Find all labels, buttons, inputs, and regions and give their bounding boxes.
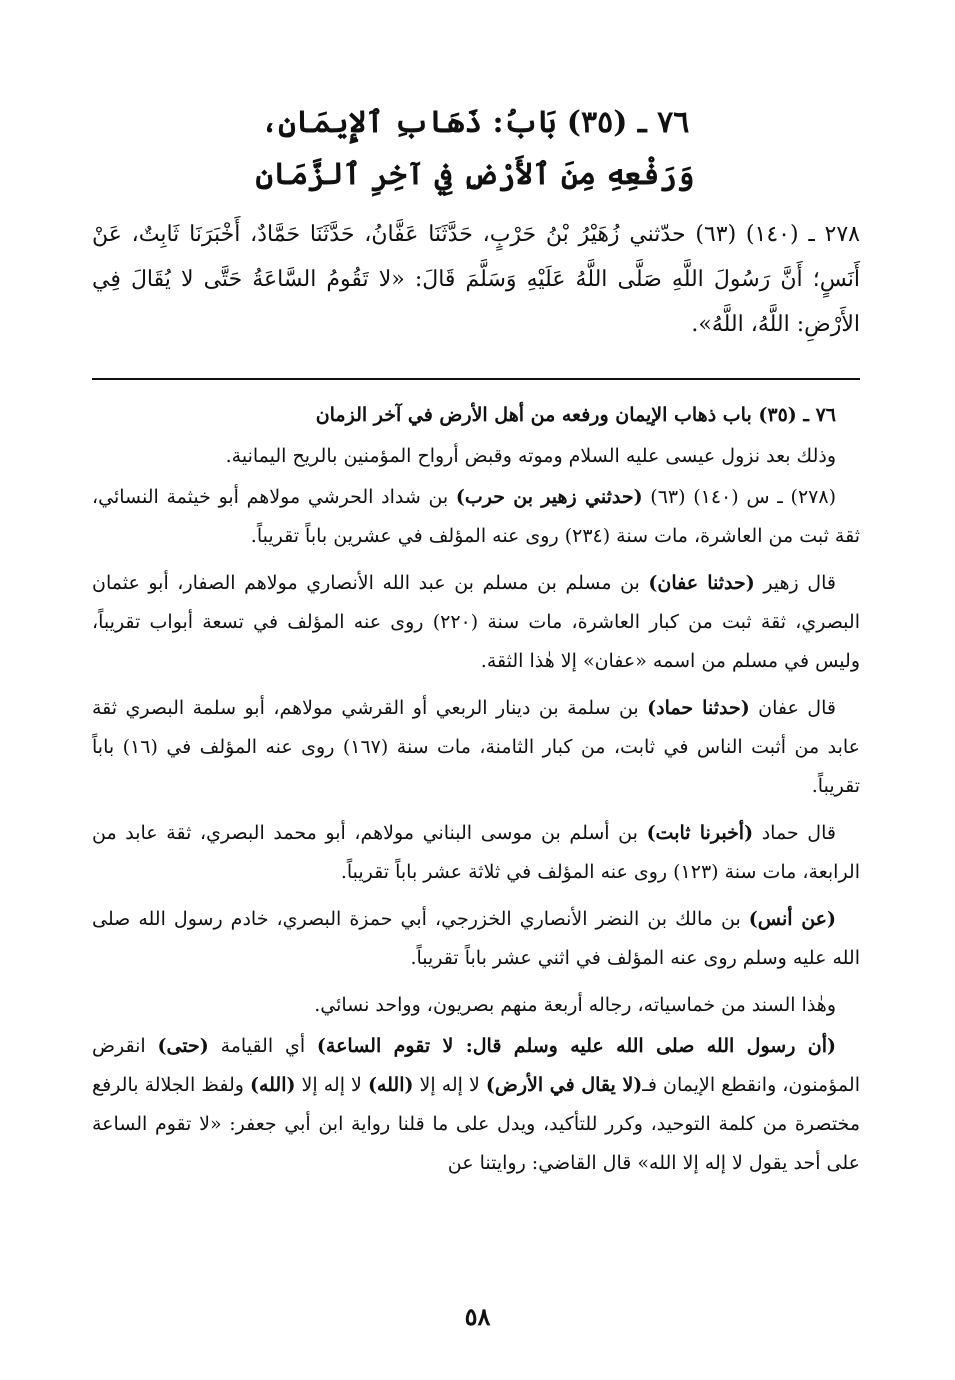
paragraph-text: بن مالك بن النضر الأنصاري الخزرجي، أبي حمزة البصري، خادم رسول الله صلى الله عليه وسلم روى عنه المؤلف في اثني عشر باباً تقريباً. <box>92 908 860 969</box>
narrator-zuhair-paragraph <box>92 478 860 556</box>
narrator-anas-paragraph <box>92 900 860 978</box>
commentary-block <box>92 396 860 1191</box>
bold-quote: (لا يقال في الأرض) <box>485 1074 643 1096</box>
chapter-title-line-2: وَرَفْعِهِ مِنَ ٱلأَرْضِ فِي آخِرِ ٱلزَّمَانِ <box>255 157 695 192</box>
paragraph-text: لا إله إلا <box>295 1074 368 1096</box>
chapter-title-line-1: ٧٦ ـ (٣٥) بَابُ: ذَهَابِ ٱلإِيمَانِ، <box>260 105 690 140</box>
paragraph-text: ولفظ الجلالة بالرفع مختصرة من كلمة التوحيد، وكرر للتأكيد، ويدل على ما قلنا رواية ابن أبي جعفر: «لا تقوم الساعة على أحد يقول لا إله إلا الله» قال القاضي: روايتنا عن <box>92 1074 860 1174</box>
paragraph-text: بن شداد الحرشي مولاهم أبو خيثمة النسائي، ثقة ثبت من العاشرة، مات سنة (٢٣٤) روى عنه المؤلف في عشرين باباً تقريباً. <box>92 486 860 547</box>
hadith-text-block <box>92 212 860 347</box>
paragraph-text: انقرض المؤمنون، وانقطع الإيمان فـ <box>92 1035 860 1096</box>
paragraph-prefix: قال عفان <box>749 697 836 719</box>
page-number: ٥٨ <box>464 1302 491 1331</box>
paragraph-text: بن أسلم بن موسى البناني مولاهم، أبو محمد البصري، ثقة عابد من الرابعة، مات سنة (١٢٣) روى عنه المؤلف في ثلاثة عشر باباً تقريباً. <box>92 822 860 883</box>
bold-quote: (أن رسول الله صلى الله عليه وسلم قال: لا تقوم الساعة) <box>316 1035 837 1057</box>
paragraph-prefix: (٢٧٨) ـ س (١٤٠) (٦٣) <box>642 486 836 508</box>
bold-quote: (حتى) <box>157 1035 209 1057</box>
bold-quote: (أخبرنا ثابت) <box>646 822 754 844</box>
bold-quote: (الله) <box>249 1074 296 1096</box>
bold-quote: (عن أنس) <box>748 908 836 930</box>
bold-quote: (حدثنا حماد) <box>647 697 750 719</box>
narrator-thabit-paragraph <box>92 814 860 892</box>
commentary-intro: وذلك بعد نزول عيسى عليه السلام وموته وقبض أرواح المؤمنين بالريح اليمانية. <box>225 445 836 467</box>
hadith-explanation-paragraph <box>92 1027 860 1183</box>
paragraph-text: بن مسلم بن مسلم بن عبد الله الأنصاري مولاهم الصفار، أبو عثمان البصري، ثقة ثبت من كبار العاشرة، مات سنة (٢٢٠) روى عنه المؤلف في تسعة أبواب تقريباً، وليس في مسلم من اسمه «عفان» إلا هٰذا الثقة. <box>92 572 860 672</box>
isnad-summary: وهٰذا السند من خماسياته، رجاله أربعة منهم بصريون، وواحد نسائي. <box>314 994 836 1016</box>
paragraph-text: لا إله إلا <box>413 1074 486 1096</box>
bold-quote: (الله) <box>367 1074 414 1096</box>
narrator-hammad-paragraph <box>92 689 860 806</box>
footnote-divider <box>92 378 860 380</box>
bold-quote: (حدثني زهير بن حرب) <box>455 486 643 508</box>
commentary-heading: ٧٦ ـ (٣٥) باب ذهاب الإيمان ورفعه من أهل الأرض في آخر الزمان <box>315 404 836 426</box>
paragraph-prefix: قال حماد <box>753 822 836 844</box>
paragraph-text: بن سلمة بن دينار الربعي أو القرشي مولاهم، أبو سلمة البصري ثقة عابد من أثبت الناس في ثابت، من كبار الثامنة، مات سنة (١٦٧) روى عنه المؤلف في (١٦) باباً تقريباً. <box>92 697 861 797</box>
narrator-affan-paragraph <box>92 564 860 681</box>
bold-quote: (حدثنا عفان) <box>648 572 755 594</box>
paragraph-text: أي القيامة <box>208 1035 317 1057</box>
paragraph-prefix: قال زهير <box>754 572 836 594</box>
hadith-text: ٢٧٨ ـ (١٤٠) (٦٣) حدّثني زُهَيْرُ بْنُ حَرْبٍ، حَدَّثَنَا عَفَّانُ، حَدَّثَنَا حَمَّادٌ، أَخْبَرَنَا ثَابِتٌ، عَنْ أَنَسٍ؛ أَنَّ رَسُولَ اللَّهِ صَلَّى اللَّهُ عَلَيْهِ وَسَلَّمَ قَالَ: «لا تَقُومُ السَّاعَةُ حَتَّى لا يُقَالَ فِي الأَرْضِ: اللَّهُ، اللَّهُ». <box>92 222 860 337</box>
